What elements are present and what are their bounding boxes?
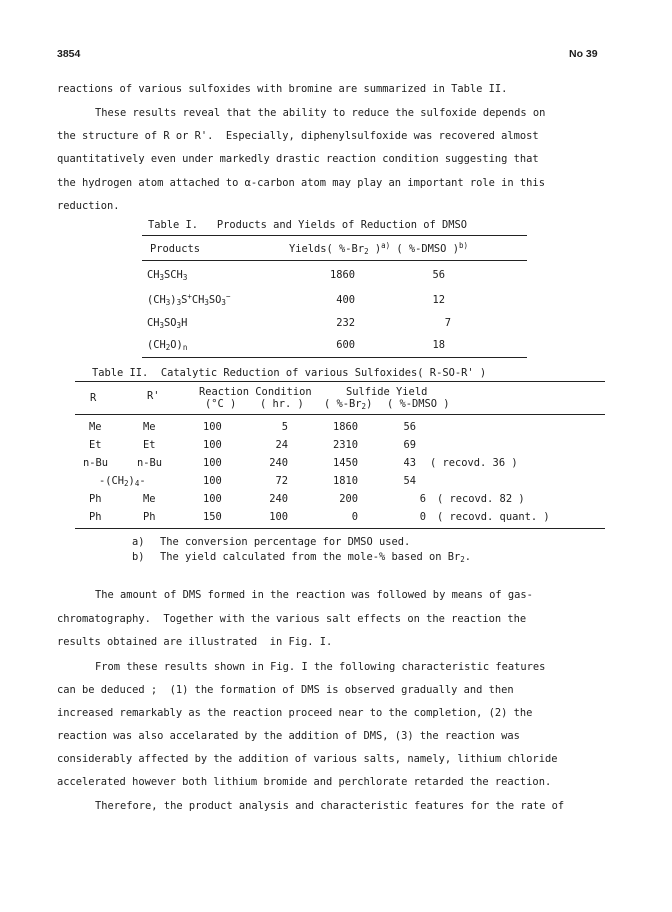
table1-yield-br2: 600	[336, 339, 355, 351]
table2-r: n-Bu	[83, 457, 109, 469]
table2-header-sulfide-yield: Sulfide Yield	[346, 386, 428, 398]
table1-caption: Table I. Products and Yields of Reduction of DMSO	[148, 219, 468, 231]
table2-r2: Me	[143, 493, 156, 505]
table2-header-r2: R'	[147, 390, 160, 402]
text-line: The amount of DMS formed in the reaction was followed by means of gas-	[95, 589, 533, 601]
table1-yield-br2: 232	[336, 317, 355, 329]
table2-yield-dmso: 43	[403, 457, 416, 469]
table2-time: 240	[269, 457, 288, 469]
table1-bottom-rule	[142, 357, 527, 358]
table2-header-dmso: ( %-DMSO )	[387, 398, 450, 410]
table2-r: Ph	[89, 511, 102, 523]
table2-r-cyclic: $-(CH_2)_4-$	[99, 475, 146, 488]
table1-yield-dmso: 12	[432, 294, 445, 306]
table2-yield-br2: 1450	[332, 457, 358, 469]
table2-header-temp: (°C )	[205, 398, 237, 410]
table2-temp: 100	[203, 439, 222, 451]
table2-temp: 100	[203, 493, 222, 505]
table2-temp: 100	[203, 457, 222, 469]
text-line: accelerated however both lithium bromide and perchlorate retarded the reaction.	[57, 776, 552, 788]
table2-yield-dmso: 54	[403, 475, 416, 487]
text-line: quantitatively even under markedly drastic reaction condition suggesting that	[57, 153, 539, 165]
table2-r: Et	[89, 439, 102, 451]
footnote-b-label: b)	[132, 551, 145, 563]
text-line: These results reveal that the ability to reduce the sulfoxide depends on	[95, 107, 546, 119]
table2-yield-br2: 200	[339, 493, 358, 505]
table2-header-r: R	[90, 392, 97, 404]
text-line: considerably affected by the addition of various salts, namely, lithium chloride	[57, 753, 558, 765]
issue-number: No 39	[569, 48, 598, 60]
table2-yield-br2: 2310	[332, 439, 358, 451]
table2-r2: Me	[143, 421, 156, 433]
text-line: can be deduced ; (1) the formation of DMS is observed gradually and then	[57, 684, 514, 696]
table2-time: 240	[269, 493, 288, 505]
table2-r2: Ph	[143, 511, 156, 523]
table2-header-condition: Reaction Condition	[199, 386, 312, 398]
table1-yield-dmso: 18	[432, 339, 445, 351]
table1-product: $(CH_2O)_n$	[147, 339, 188, 352]
table2-r: Ph	[89, 493, 102, 505]
table2-header-rule	[75, 414, 605, 415]
table2-bottom-rule	[75, 528, 605, 529]
table2-r2: n-Bu	[137, 457, 163, 469]
footnote-a-label: a)	[132, 536, 145, 548]
text-line: the hydrogen atom attached to α-carbon atom may play an important role in this	[57, 177, 545, 189]
footnote-a-text: The conversion percentage for DMSO used.	[160, 536, 411, 548]
table2-caption: Table II. Catalytic Reduction of various Sulfoxides( R-SO-R' )	[92, 367, 487, 379]
table2-temp: 100	[203, 421, 222, 433]
table2-yield-br2: 1860	[332, 421, 358, 433]
table1-yield-dmso: 7	[444, 317, 451, 329]
table2-note: ( recovd. 36 )	[430, 457, 518, 469]
page-number: 3854	[57, 48, 81, 60]
table2-r: Me	[89, 421, 102, 433]
table2-time: 72	[275, 475, 288, 487]
table2-temp: 150	[203, 511, 222, 523]
table1-product: $(CH_3)_3S^+CH_3SO_3^-$	[147, 292, 231, 307]
table2-note: ( recovd. 82 )	[437, 493, 525, 505]
table1-product: $CH_3SCH_3$	[147, 269, 188, 282]
table2-yield-dmso: 0	[419, 511, 426, 523]
table2-temp: 100	[203, 475, 222, 487]
table1-top-rule	[142, 235, 527, 236]
text-line: increased remarkably as the reaction proceed near to the completion, (2) the	[57, 707, 533, 719]
text-line: the structure of R or R'. Especially, diphenylsulfoxide was recovered almost	[57, 130, 539, 142]
table1-header-rule	[142, 260, 527, 261]
table2-time: 24	[275, 439, 288, 451]
text-line: reaction was also accelarated by the addition of DMS, (3) the reaction was	[57, 730, 520, 742]
table2-yield-br2: 0	[351, 511, 358, 523]
table2-top-rule	[75, 381, 605, 382]
table2-header-br2: ( $\%-Br_2$)	[324, 398, 373, 411]
table2-header-time: ( hr. )	[260, 398, 304, 410]
text-line: reduction.	[57, 200, 120, 212]
text-line: From these results shown in Fig. I the following characteristic features	[95, 661, 546, 673]
table2-yield-br2: 1810	[332, 475, 358, 487]
table1-product: $CH_3SO_3H$	[147, 317, 188, 330]
table1-header-products: Products	[150, 243, 201, 255]
table2-note: ( recovd. quant. )	[437, 511, 550, 523]
text-line: reactions of various sulfoxides with bromine are summarized in Table II.	[57, 83, 508, 95]
table2-yield-dmso: 69	[403, 439, 416, 451]
footnote-b-text: The yield calculated from the mole-% based on $Br_2$.	[160, 551, 472, 564]
table2-time: 5	[281, 421, 288, 433]
text-line: results obtained are illustrated in Fig. I.	[57, 636, 333, 648]
text-line: Therefore, the product analysis and characteristic features for the rate of	[95, 800, 565, 812]
table2-yield-dmso: 6	[419, 493, 426, 505]
text-line: chromatography. Together with the various salt effects on the reaction the	[57, 613, 527, 625]
table2-r2: Et	[143, 439, 156, 451]
table1-yield-dmso: 56	[432, 269, 445, 281]
table1-header-yields: Yields( $\%-Br_2$ )$^{a)}$ ( %-DMSO )$^{b)}$	[289, 241, 468, 256]
table2-yield-dmso: 56	[403, 421, 416, 433]
table1-yield-br2: 1860	[329, 269, 355, 281]
table2-time: 100	[269, 511, 288, 523]
table1-yield-br2: 400	[336, 294, 355, 306]
